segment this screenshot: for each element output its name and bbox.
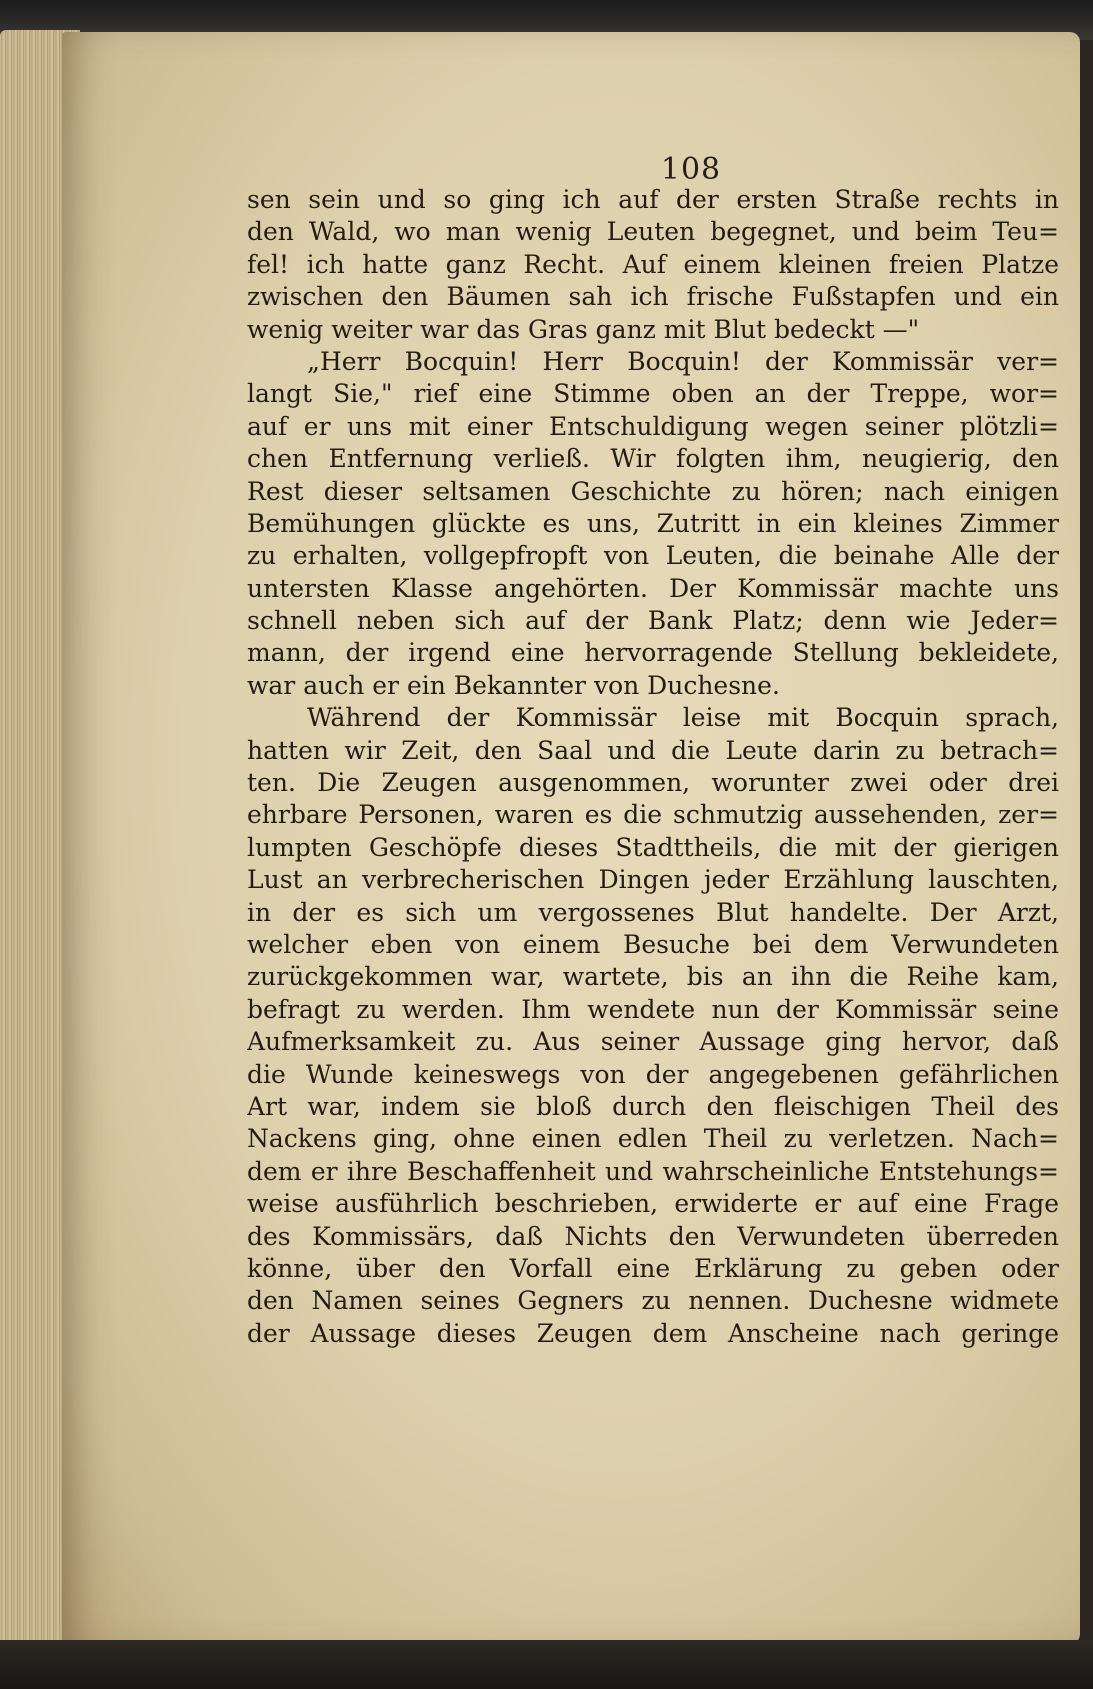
text-line: hatten wir Zeit, den Saal und die Leute darin zu betrach=: [247, 735, 1059, 765]
text-line: Art war, indem sie bloß durch den fleischigen Theil des: [247, 1091, 1059, 1121]
text-line: Bemühungen glückte es uns, Zutritt in ein kleines Zimmer: [247, 508, 1059, 538]
text-line: befragt zu werden. Ihm wendete nun der Kommissär seine: [247, 994, 1059, 1024]
text-line: weise ausführlich beschrieben, erwiderte er auf eine Frage: [247, 1189, 1059, 1219]
text-line: Rest dieser seltsamen Geschichte zu hören; nach einigen: [247, 476, 1059, 506]
text-line: der Aussage dieses Zeugen dem Anscheine nach geringe: [247, 1318, 1059, 1348]
text-line: fel! ich hatte ganz Recht. Auf einem kleinen freien Platze: [247, 249, 1059, 279]
text-line: auf er uns mit einer Entschuldigung wegen seiner plötzli=: [247, 411, 1059, 441]
text-line: schnell neben sich auf der Bank Platz; denn wie Jeder=: [247, 606, 1059, 636]
text-line: zu erhalten, vollgepfropft von Leuten, die beinahe Alle der: [247, 541, 1059, 571]
text-line: zwischen den Bäumen sah ich frische Fußstapfen und ein: [247, 282, 1059, 312]
text-line: lumpten Geschöpfe dieses Stadttheils, die mit der gierigen: [247, 832, 1059, 862]
text-line: wenig weiter war das Gras ganz mit Blut bedeckt —": [247, 314, 920, 344]
text-line: langt Sie," rief eine Stimme oben an der Treppe, wor=: [247, 379, 1059, 409]
text-line: sen sein und so ging ich auf der ersten Straße rechts in: [247, 185, 1059, 214]
text-line: Während der Kommissär leise mit Bocquin sprach,: [307, 703, 1059, 733]
text-line: Aufmerksamkeit zu. Aus seiner Aussage ging hervor, daß: [247, 1027, 1059, 1057]
text-line: des Kommissärs, daß Nichts den Verwundeten überreden: [247, 1221, 1059, 1251]
page-number: 108: [660, 152, 722, 187]
text-line: ehrbare Personen, waren es die schmutzig aussehenden, zer=: [247, 800, 1059, 830]
text-line: die Wunde keineswegs von der angegebenen gefährlichen: [247, 1059, 1059, 1089]
scan-background-bottom: [0, 1640, 1093, 1689]
text-line: dem er ihre Beschaffenheit und wahrscheinliche Entstehungs=: [247, 1156, 1059, 1186]
text-line: in der es sich um vergossenes Blut handelte. Der Arzt,: [247, 897, 1059, 927]
text-line: Lust an verbrecherischen Dingen jeder Erzählung lauschten,: [247, 865, 1059, 895]
text-line: „Herr Bocquin! Herr Bocquin! der Kommissär ver=: [307, 346, 1059, 376]
text-line: welcher eben von einem Besuche bei dem Verwundeten: [247, 929, 1059, 959]
body-text: [247, 184, 1059, 1350]
text-line: mann, der irgend eine hervorragende Stellung bekleidete,: [247, 638, 1059, 668]
text-line: den Namen seines Gegners zu nennen. Duchesne widmete: [247, 1286, 1059, 1316]
text-line: zurückgekommen war, wartete, bis an ihn die Reihe kam,: [247, 962, 1059, 992]
text-line: untersten Klasse angehörten. Der Kommissär machte uns: [247, 573, 1059, 603]
text-line: Nackens ging, ohne einen edlen Theil zu verletzen. Nach=: [247, 1124, 1059, 1154]
text-line: könne, über den Vorfall eine Erklärung zu geben oder: [247, 1253, 1059, 1283]
text-line: war auch er ein Bekannter von Duchesne.: [247, 670, 780, 700]
text-line: ten. Die Zeugen ausgenommen, worunter zwei oder drei: [247, 768, 1059, 798]
text-line: den Wald, wo man wenig Leuten begegnet, und beim Teu=: [247, 217, 1059, 247]
text-line: chen Entfernung verließ. Wir folgten ihm, neugierig, den: [247, 444, 1059, 474]
